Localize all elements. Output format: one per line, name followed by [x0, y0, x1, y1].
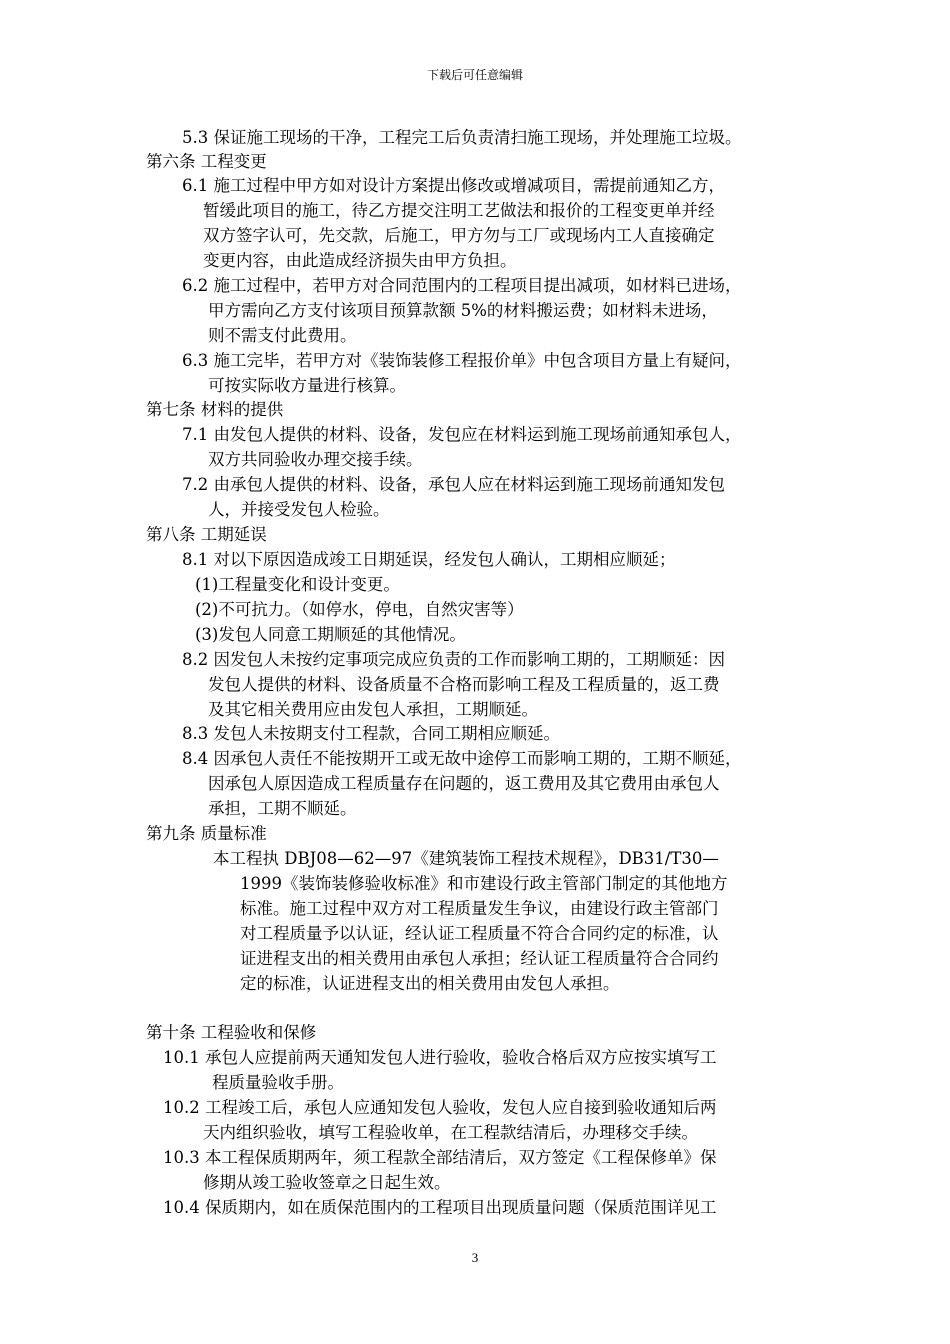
text-line: 程质量验收手册。 — [212, 1073, 344, 1092]
list-item: (1)工程量变化和设计变更。 — [195, 575, 400, 594]
section-heading: 第八条 工期延误 — [146, 525, 267, 544]
text-line: 7.2 由承包人提供的材料、设备，承包人应在材料运到施工现场前通知发包 — [182, 475, 725, 494]
text-line: 8.1 对以下原因造成竣工日期延误，经发包人确认，工期相应顺延； — [182, 550, 676, 569]
text-line: 变更内容，由此造成经济损失由甲方负担。 — [203, 251, 517, 270]
section-heading: 第七条 材料的提供 — [146, 400, 284, 419]
text-line: 承担，工期不顺延。 — [208, 799, 357, 818]
text-line: 6.3 施工完毕，若甲方对《装饰装修工程报价单》中包含项目方量上有疑问， — [182, 351, 742, 370]
text-line: 暂缓此项目的施工，待乙方提交注明工艺做法和报价的工程变更单并经 — [203, 201, 715, 220]
text-line: 10.3 本工程保质期两年，须工程款全部结清后，双方签定《工程保修单》保 — [163, 1148, 717, 1167]
text-line: 本工程执 DBJ08—62—97《建筑装饰工程技术规程》，DB31/T30— — [213, 849, 719, 868]
text-line: 6.2 施工过程中，若甲方对合同范围内的工程项目提出减项，如材料已进场， — [182, 276, 742, 295]
text-line: 则不需支付此费用。 — [208, 326, 357, 345]
text-line: 8.4 因承包人责任不能按期开工或无故中途停工而影响工期的，工期不顺延， — [182, 749, 742, 768]
list-item: (3)发包人同意工期顺延的其他情况。 — [195, 625, 466, 644]
text-line: 10.2 工程竣工后，承包人应通知发包人验收，发包人应自接到验收通知后两 — [163, 1098, 717, 1117]
text-line: 及其它相关费用应由发包人承担，工期顺延。 — [208, 700, 538, 719]
text-line: 8.3 发包人未按期支付工程款，合同工期相应顺延。 — [182, 724, 560, 743]
text-line: 10.4 保质期内，如在质保范围内的工程项目出现质量问题（保质范围详见工 — [163, 1198, 717, 1217]
text-line: 10.1 承包人应提前两天通知发包人进行验收，验收合格后双方应按实填写工 — [163, 1048, 717, 1067]
text-line: 定的标准，认证进程支出的相关费用由发包人承担。 — [240, 974, 620, 993]
text-line: 8.2 因发包人未按约定事项完成应负责的工作而影响工期的，工期顺延：因 — [182, 650, 725, 669]
section-heading: 第六条 工程变更 — [146, 152, 267, 171]
text-line: 发包人提供的材料、设备质量不合格而影响工程及工程质量的，返工费 — [208, 675, 720, 694]
text-line: 对工程质量予以认证，经认证工程质量不符合合同约定的标准，认 — [240, 924, 719, 943]
text-line: 7.1 由发包人提供的材料、设备，发包应在材料运到施工现场前通知承包人， — [182, 425, 742, 444]
text-line: 5.3 保证施工现场的干净，工程完工后负责清扫施工现场，并处理施工垃圾。 — [182, 128, 742, 147]
text-line: 因承包人原因造成工程质量存在问题的，返工费用及其它费用由承包人 — [208, 774, 720, 793]
text-line: 双方签字认可，先交款，后施工，甲方勿与工厂或现场内工人直接确定 — [203, 226, 715, 245]
section-heading: 第九条 质量标准 — [146, 824, 267, 843]
text-line: 1999《装饰装修验收标准》和市建设行政主管部门制定的其他地方 — [240, 874, 728, 893]
text-line: 双方共同验收办理交接手续。 — [208, 450, 423, 469]
page-number: 3 — [471, 1250, 479, 1265]
page-header: 下载后可任意编辑 — [426, 68, 523, 82]
text-line: 6.1 施工过程中甲方如对设计方案提出修改或增减项目，需提前通知乙方， — [182, 176, 725, 195]
text-line: 可按实际收方量进行核算。 — [208, 376, 406, 395]
text-line: 标准。施工过程中双方对工程质量发生争议，由建设行政主管部门 — [240, 899, 719, 918]
text-line: 证进程支出的相关费用由承包人承担；经认证工程质量符合合同约 — [240, 949, 719, 968]
list-item: (2)不可抗力。（如停水，停电，自然灾害等） — [195, 600, 524, 619]
text-line: 人，并接受发包人检验。 — [208, 500, 390, 519]
section-heading: 第十条 工程验收和保修 — [146, 1023, 317, 1042]
text-line: 天内组织验收，填写工程验收单，在工程款结清后，办理移交手续。 — [203, 1123, 698, 1142]
text-line: 修期从竣工验收签章之日起生效。 — [203, 1173, 451, 1192]
text-line: 甲方需向乙方支付该项目预算款额 5%的材料搬运费；如材料未进场， — [208, 301, 718, 320]
